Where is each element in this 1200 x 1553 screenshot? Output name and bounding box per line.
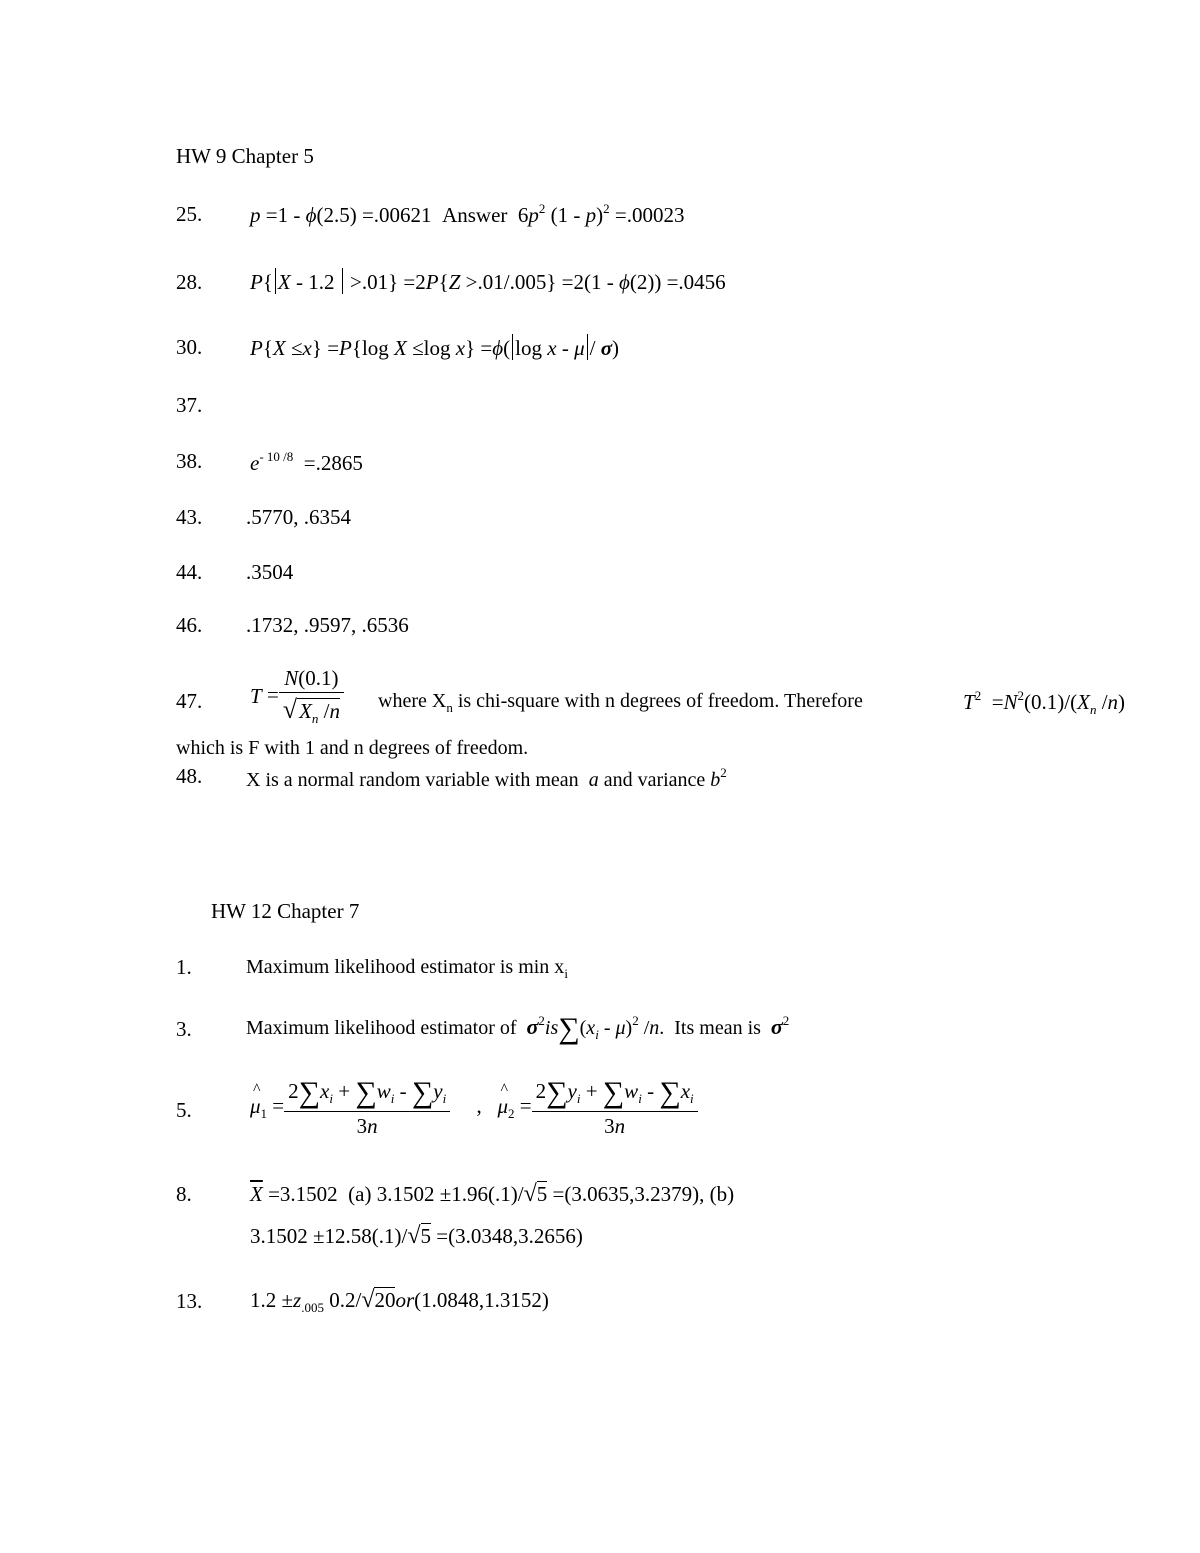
item-number: 5. <box>176 1098 192 1122</box>
t-fraction: $\frac{N(0.1)}{√X_n /n}$ <box>279 668 344 725</box>
mu2-hat: ^ $\mu_2$ <box>497 1096 514 1120</box>
answer-label: Answer <box>442 203 508 227</box>
item-number: 47. <box>176 689 203 713</box>
equation-47: T = $\frac{N(0.1)}{√X_n /n}$ <box>250 668 344 725</box>
answer-48: X is a normal random variable with mean a and variance $b^2$ <box>246 765 727 791</box>
mu1-hat: ^ $\mu_1$ <box>250 1096 267 1120</box>
item-number: 30. <box>176 335 203 359</box>
item-number: 13. <box>176 1289 203 1313</box>
answer-3: Maximum likelihood estimator of $\sigma^2is\sum(x_i - \mu)^2$ /n. Its mean is $\sigma^2$ <box>246 1012 790 1045</box>
equation-47-t-squared: $T^2 =N^2(0.1)/(X_n$ /n) <box>963 688 1126 717</box>
item-number: 1. <box>176 955 192 979</box>
equation-30: P{X ≤x} =P{log X ≤log x} =ϕ( log x - μ / σ) <box>250 336 620 360</box>
answer-1: Maximum likelihood estimator is $\min x_i$ <box>246 956 568 981</box>
equation-28: P{ X - 1.2 >.01} =2P{Z >.01/.005} =2(1 - ϕ(2)) =.0456 <box>250 270 726 294</box>
equation-38: $e^{- 10 /8} =.2865$ <box>250 449 363 475</box>
item-number: 48. <box>176 764 203 788</box>
part-b-label: , (b) <box>699 1182 735 1206</box>
equation-8-b: 3.1502 ±12.58(.1)/√5 =(3.0348,3.2656) <box>250 1223 583 1249</box>
answer-46: .1732, .9597, .6536 <box>246 613 409 637</box>
continuation-47: which is F with 1 and n degrees of freedom. <box>176 737 529 759</box>
item-number: 38. <box>176 449 203 473</box>
part-a-label: (a) <box>348 1182 372 1206</box>
equation-5: ^ $\mu_1$ = $\frac{2\sum x_i + \sum w_i - \sum y_i}{3n}$ , ^ $\mu_2$ = $\frac{2\sum y_i + \sum w_i - \sum x_i}{3n}$ <box>250 1078 698 1137</box>
item-number: 3. <box>176 1017 192 1041</box>
chi-square-text: where $X_n$ is chi-square with n degrees of freedom. Therefore <box>378 690 863 715</box>
item-number: 8. <box>176 1182 192 1206</box>
answer-43: .5770, .6354 <box>246 505 351 529</box>
item-number: 25. <box>176 202 203 226</box>
item-number: 43. <box>176 505 203 529</box>
item-number: 37. <box>176 393 203 417</box>
item-number: 28. <box>176 270 203 294</box>
hw12-title: HW 12 Chapter 7 <box>211 899 360 923</box>
equation-13: $1.2 \pm z_{.005}$ 0.2/√20or(1.0848,1.3152) <box>250 1287 549 1315</box>
item-number: 46. <box>176 613 203 637</box>
item-number: 44. <box>176 560 203 584</box>
hw9-title: HW 9 Chapter 5 <box>176 144 314 168</box>
equation-8: $\overline{X} =3.1502$ (a) 3.1502 ±1.96(.1)/√5 =(3.0635,3.2379), (b) <box>250 1181 735 1207</box>
equation-25: p =1 - ϕ(2.5) =.00621 Answer $6p^2$ (1 - p)$^2$ =.00023 <box>250 201 685 227</box>
answer-44: .3504 <box>246 560 294 584</box>
